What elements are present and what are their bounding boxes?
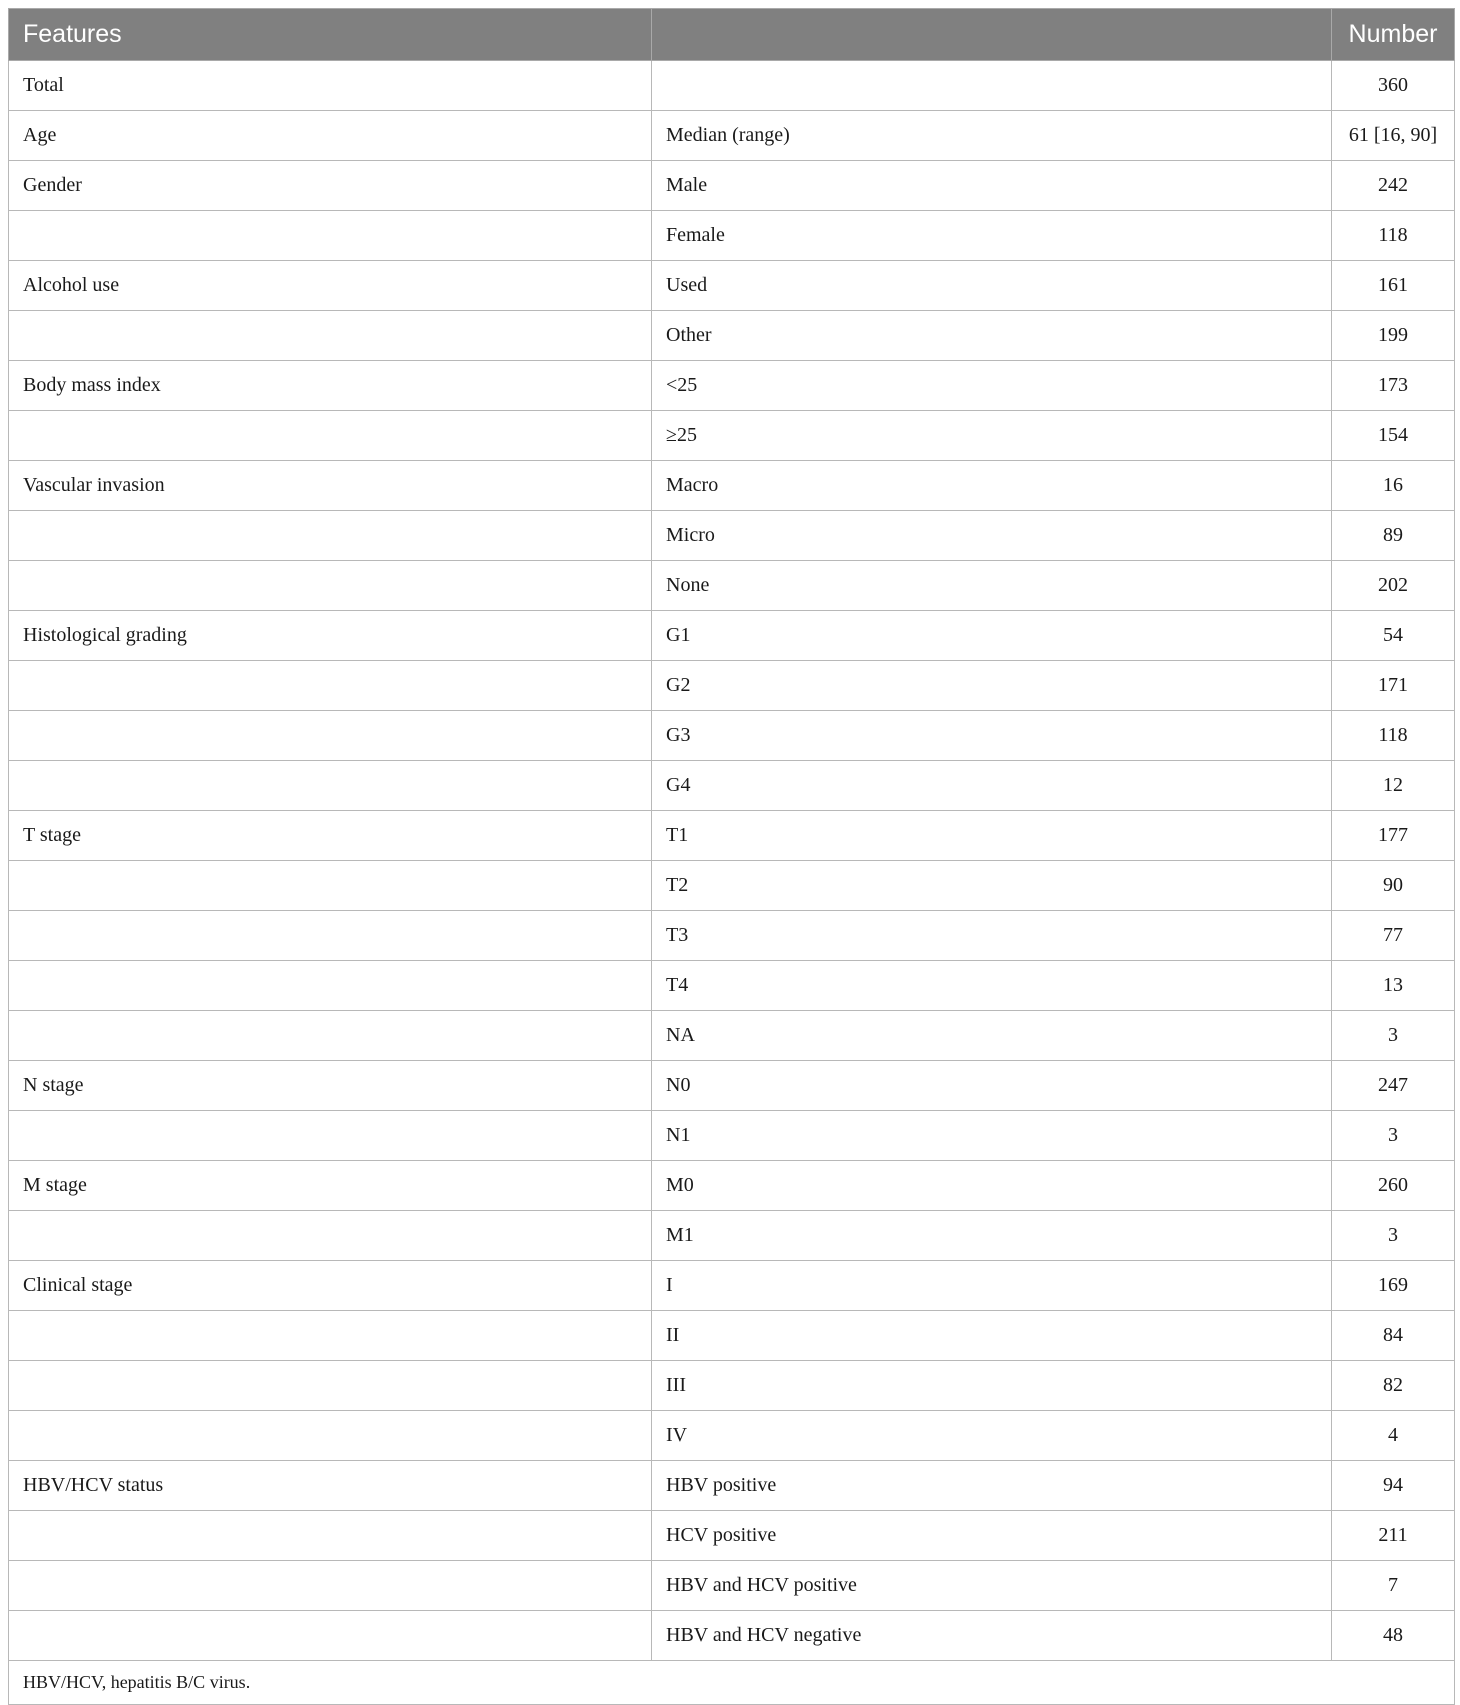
number-cell: 211 [1332, 1511, 1455, 1561]
table-row [9, 761, 1455, 811]
category-cell: N1 [652, 1111, 1332, 1161]
category-cell: T2 [652, 861, 1332, 911]
feature-cell [9, 1111, 652, 1161]
category-cell: Male [652, 161, 1332, 211]
table-row [9, 1111, 1455, 1161]
number-cell: 118 [1332, 711, 1455, 761]
feature-cell [9, 661, 652, 711]
number-cell: 4 [1332, 1411, 1455, 1461]
feature-cell [9, 1561, 652, 1611]
category-cell: Micro [652, 511, 1332, 561]
category-cell: Macro [652, 461, 1332, 511]
number-cell: 154 [1332, 411, 1455, 461]
feature-cell [9, 1411, 652, 1461]
category-cell: HBV positive [652, 1461, 1332, 1511]
table-row [9, 561, 1455, 611]
table-body [9, 61, 1455, 1661]
feature-cell [9, 1511, 652, 1561]
table-row [9, 311, 1455, 361]
table-row [9, 461, 1455, 511]
category-cell: M0 [652, 1161, 1332, 1211]
number-cell: 48 [1332, 1611, 1455, 1661]
number-cell: 169 [1332, 1261, 1455, 1311]
table-row [9, 661, 1455, 711]
header-features: Features [9, 9, 652, 61]
table-row [9, 1211, 1455, 1261]
number-cell: 77 [1332, 911, 1455, 961]
table-row [9, 1411, 1455, 1461]
table-header [9, 9, 1455, 61]
number-cell: 202 [1332, 561, 1455, 611]
number-cell: 171 [1332, 661, 1455, 711]
table-row [9, 361, 1455, 411]
feature-cell: Age [9, 111, 652, 161]
table-row [9, 1311, 1455, 1361]
feature-cell [9, 861, 652, 911]
footnote-row [9, 1661, 1455, 1705]
number-cell: 3 [1332, 1111, 1455, 1161]
number-cell: 82 [1332, 1361, 1455, 1411]
category-cell: G1 [652, 611, 1332, 661]
number-cell: 12 [1332, 761, 1455, 811]
category-cell: G4 [652, 761, 1332, 811]
table-row [9, 411, 1455, 461]
number-cell: 3 [1332, 1211, 1455, 1261]
feature-cell [9, 561, 652, 611]
category-cell: None [652, 561, 1332, 611]
feature-cell: M stage [9, 1161, 652, 1211]
header-row [9, 9, 1455, 61]
table-row [9, 1261, 1455, 1311]
number-cell: 173 [1332, 361, 1455, 411]
table-row [9, 161, 1455, 211]
category-cell: <25 [652, 361, 1332, 411]
feature-cell: HBV/HCV status [9, 1461, 652, 1511]
category-cell: T4 [652, 961, 1332, 1011]
table-row [9, 261, 1455, 311]
category-cell: HBV and HCV positive [652, 1561, 1332, 1611]
category-cell: G3 [652, 711, 1332, 761]
table-row [9, 1611, 1455, 1661]
table-row [9, 1561, 1455, 1611]
category-cell: ≥25 [652, 411, 1332, 461]
feature-cell: N stage [9, 1061, 652, 1111]
feature-cell [9, 1611, 652, 1661]
table-row [9, 961, 1455, 1011]
feature-cell [9, 711, 652, 761]
number-cell: 13 [1332, 961, 1455, 1011]
number-cell: 54 [1332, 611, 1455, 661]
number-cell: 242 [1332, 161, 1455, 211]
characteristics-table-container [8, 8, 1454, 1705]
feature-cell: Vascular invasion [9, 461, 652, 511]
feature-cell [9, 961, 652, 1011]
table-row [9, 1161, 1455, 1211]
number-cell: 16 [1332, 461, 1455, 511]
header-number: Number [1332, 9, 1455, 61]
category-cell: Median (range) [652, 111, 1332, 161]
table-footer [9, 1661, 1455, 1705]
feature-cell: Body mass index [9, 361, 652, 411]
category-cell: Female [652, 211, 1332, 261]
feature-cell: Alcohol use [9, 261, 652, 311]
number-cell: 3 [1332, 1011, 1455, 1061]
number-cell: 161 [1332, 261, 1455, 311]
category-cell: M1 [652, 1211, 1332, 1261]
category-cell: N0 [652, 1061, 1332, 1111]
feature-cell [9, 511, 652, 561]
table-row [9, 1061, 1455, 1111]
table-row [9, 861, 1455, 911]
table-row [9, 1011, 1455, 1061]
category-cell: T1 [652, 811, 1332, 861]
number-cell: 177 [1332, 811, 1455, 861]
category-cell: HCV positive [652, 1511, 1332, 1561]
number-cell: 360 [1332, 61, 1455, 111]
table-row [9, 1511, 1455, 1561]
feature-cell: Histological grading [9, 611, 652, 661]
number-cell: 89 [1332, 511, 1455, 561]
number-cell: 199 [1332, 311, 1455, 361]
number-cell: 61 [16, 90] [1332, 111, 1455, 161]
feature-cell [9, 1211, 652, 1261]
number-cell: 84 [1332, 1311, 1455, 1361]
category-cell: I [652, 1261, 1332, 1311]
feature-cell [9, 1361, 652, 1411]
number-cell: 118 [1332, 211, 1455, 261]
category-cell: III [652, 1361, 1332, 1411]
table-row [9, 111, 1455, 161]
number-cell: 94 [1332, 1461, 1455, 1511]
number-cell: 90 [1332, 861, 1455, 911]
characteristics-table [8, 8, 1455, 1705]
category-cell: HBV and HCV negative [652, 1611, 1332, 1661]
category-cell: NA [652, 1011, 1332, 1061]
table-row [9, 711, 1455, 761]
table-row [9, 211, 1455, 261]
feature-cell: Gender [9, 161, 652, 211]
feature-cell [9, 411, 652, 461]
category-cell: T3 [652, 911, 1332, 961]
table-row [9, 1461, 1455, 1511]
table-row [9, 911, 1455, 961]
feature-cell [9, 1311, 652, 1361]
number-cell: 260 [1332, 1161, 1455, 1211]
category-cell: Used [652, 261, 1332, 311]
category-cell: G2 [652, 661, 1332, 711]
feature-cell [9, 311, 652, 361]
table-row [9, 511, 1455, 561]
feature-cell: Clinical stage [9, 1261, 652, 1311]
category-cell: IV [652, 1411, 1332, 1461]
number-cell: 247 [1332, 1061, 1455, 1111]
feature-cell: T stage [9, 811, 652, 861]
table-footnote: HBV/HCV, hepatitis B/C virus. [9, 1661, 1455, 1705]
feature-cell: Total [9, 61, 652, 111]
table-row [9, 61, 1455, 111]
category-cell: II [652, 1311, 1332, 1361]
number-cell: 7 [1332, 1561, 1455, 1611]
table-row [9, 811, 1455, 861]
category-cell: Other [652, 311, 1332, 361]
feature-cell [9, 211, 652, 261]
feature-cell [9, 1011, 652, 1061]
feature-cell [9, 911, 652, 961]
table-row [9, 611, 1455, 661]
header-category [652, 9, 1332, 61]
feature-cell [9, 761, 652, 811]
category-cell [652, 61, 1332, 111]
table-row [9, 1361, 1455, 1411]
